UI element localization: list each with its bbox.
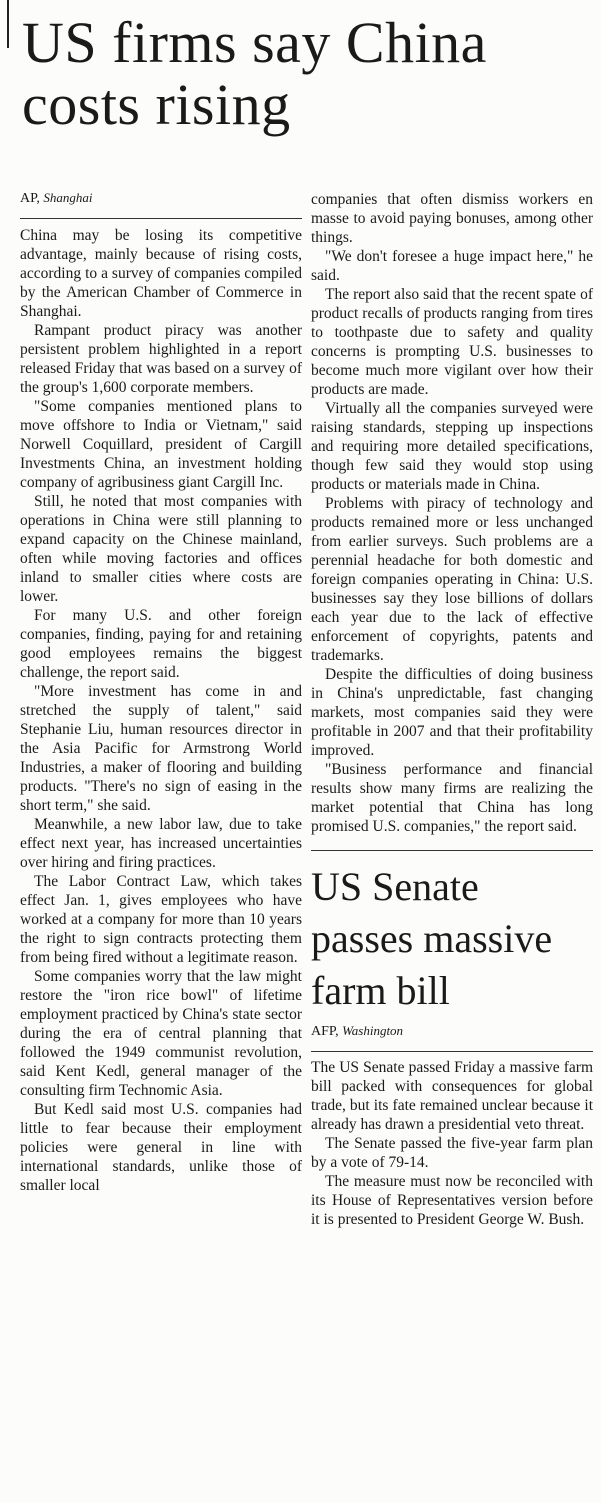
paragraph: Meanwhile, a new labor law, due to take effect next year, has increased uncertainties over hiring and firing practices.	[20, 816, 302, 871]
paragraph: The measure must now be reconciled with its House of Representatives version before it is presented to President George W. Bush.	[311, 1173, 593, 1228]
headline-line-2: costs rising	[22, 72, 291, 137]
byline-rule	[311, 1051, 593, 1052]
paragraph: Some companies worry that the law might restore the "iron rice bowl" of lifetime employment practiced by China's state sector during the era of central planning that followed the 1949 communist revolution, said Kent Kedl, general manager of the consulting firm Technomic Asia.	[20, 968, 302, 1099]
paragraph: "We don't foresee a huge impact here," he said.	[311, 248, 593, 284]
paragraph: "Some companies mentioned plans to move offshore to India or Vietnam," said Norwell Coquillard, president of Cargill Investments China, an investment holding company of agribusiness giant Cargill Inc.	[20, 398, 302, 491]
column-rule	[7, 0, 9, 48]
paragraph: Rampant product piracy was another persistent problem highlighted in a report released Friday that was based on a survey of the group's 1,600 corporate members.	[20, 322, 302, 396]
second-article-headline	[311, 861, 593, 1017]
paragraph: Virtually all the companies surveyed were raising standards, stepping up inspections and requiring more detailed specifications, though few said they would stop using products or materials made in China.	[311, 400, 593, 493]
paragraph: The report also said that the recent spate of product recalls of products ranging from tires to toothpaste due to safety and quality concerns is prompting U.S. businesses to become much more vigilant over how their products are made.	[311, 286, 593, 398]
paragraph: The Senate passed the five-year farm plan by a vote of 79-14.	[311, 1135, 593, 1171]
headline-line-1: US firms say China	[22, 10, 487, 75]
paragraph: The Labor Contract Law, which takes effect Jan. 1, gives employees who have worked at a company for more than 10 years the right to sign contracts protecting them from being fired without a legitimate reason.	[20, 873, 302, 966]
article-column-left	[20, 190, 302, 1195]
paragraph: "Business performance and financial results show many firms are realizing the market potential that China has long promised U.S. companies," the report said.	[311, 761, 593, 835]
byline-dateline: Washington	[342, 1023, 404, 1038]
byline-dateline: Shanghai	[43, 190, 93, 205]
paragraph: Despite the difficulties of doing business in China's unpredictable, fast changing markets, most companies said they were profitable in 2007 and that their profitability improved.	[311, 666, 593, 759]
headline-line-2: passes massive	[311, 916, 553, 961]
paragraph: Problems with piracy of technology and products remained more or less unchanged from earlier surveys. Such problems are a perennial headache for both domestic and foreign companies operating in China: U.S. businesses say they lose billions of dollars each year due to the lack of effective enforcement of copyrights, patents and trademarks.	[311, 495, 593, 664]
paragraph: For many U.S. and other foreign companies, finding, paying for and retaining good employees remains the biggest challenge, the report said.	[20, 607, 302, 681]
paragraph: companies that often dismiss workers en masse to avoid paying bonuses, among other things.	[311, 191, 593, 246]
byline-agency: AFP,	[311, 1024, 339, 1039]
article-column-right	[311, 190, 593, 1229]
headline-line-3: farm bill	[311, 968, 450, 1013]
article-divider	[311, 850, 593, 851]
paragraph: China may be losing its competitive advantage, mainly because of rising costs, according to a survey of companies compiled by the American Chamber of Commerce in Shanghai.	[20, 227, 302, 320]
second-article-byline	[311, 1021, 593, 1041]
paragraph: But Kedl said most U.S. companies had little to fear because their employment policies were general in line with international standards, unlike those of smaller local	[20, 1101, 302, 1194]
paragraph: "More investment has come in and stretched the supply of talent," said Stephanie Liu, human resources director in the Asia Pacific for Armstrong World Industries, a maker of flooring and building products. "There's no sign of easing in the short term," she said.	[20, 683, 302, 814]
paragraph: The US Senate passed Friday a massive farm bill packed with consequences for global trade, but its fate remained unclear because it already has drawn a presidential veto threat.	[311, 1059, 593, 1133]
byline-agency: AP,	[20, 191, 40, 206]
article-headline	[22, 12, 592, 136]
headline-line-1: US Senate	[311, 864, 479, 909]
paragraph: Still, he noted that most companies with operations in China were still planning to expand capacity on the Chinese mainland, often while moving factories and offices inland to smaller cities where costs are lower.	[20, 493, 302, 605]
second-article	[311, 850, 593, 1229]
